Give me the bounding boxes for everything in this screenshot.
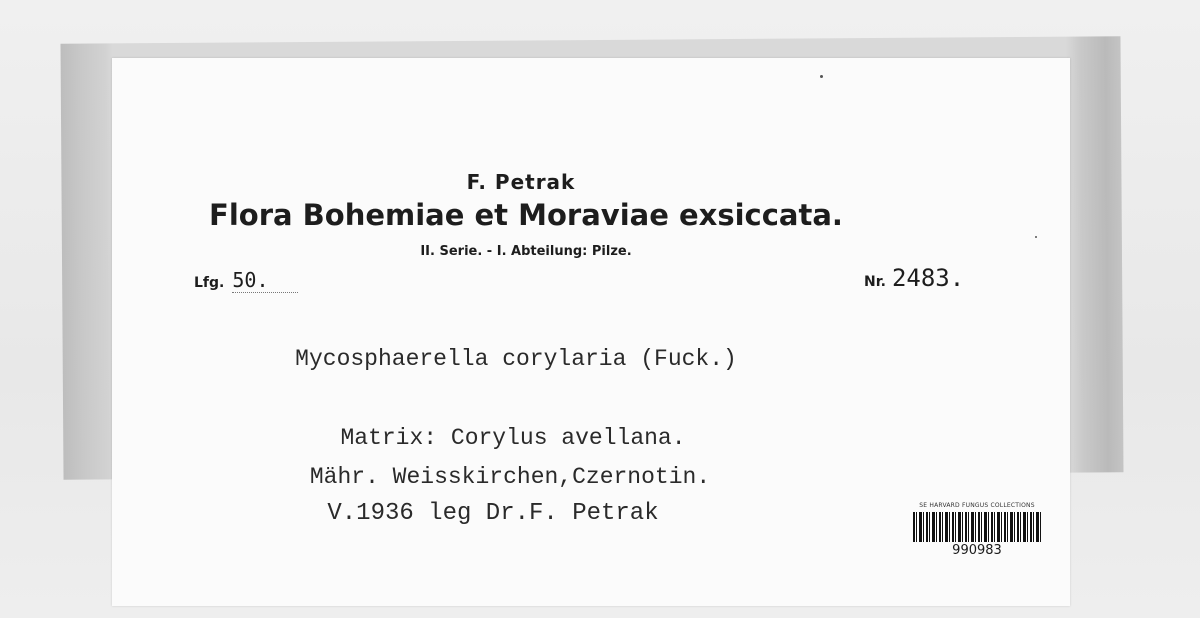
lieferung-value: 50.	[232, 268, 298, 293]
species-name: Mycosphaerella corylaria (Fuck.)	[295, 346, 737, 372]
label-series: II. Serie. - I. Abteilung: Pilze.	[420, 244, 632, 259]
locality-line: Mähr. Weisskirchen,Czernotin.	[309, 464, 711, 490]
lieferung-field	[194, 268, 298, 293]
label-author: F. Petrak	[466, 170, 576, 194]
number-field	[864, 264, 964, 292]
label-title: Flora Bohemiae et Moraviae exsiccata.	[209, 198, 843, 232]
matrix-line: Matrix: Corylus avellana.	[340, 425, 686, 451]
number-label: Nr.	[864, 274, 886, 290]
number-value: 2483.	[891, 264, 965, 292]
lieferung-label: Lfg.	[194, 275, 225, 291]
barcode-collection: SE HARVARD FUNGUS COLLECTIONS	[919, 502, 1035, 509]
date-collector-line: V.1936 leg Dr.F. Petrak	[327, 500, 659, 527]
barcode-number: 990983	[952, 543, 1002, 558]
barcode-sticker	[907, 502, 1047, 572]
dust-speck	[1035, 236, 1037, 238]
dust-speck	[820, 75, 823, 78]
barcode-icon	[913, 512, 1041, 542]
herbarium-label	[112, 58, 1070, 606]
